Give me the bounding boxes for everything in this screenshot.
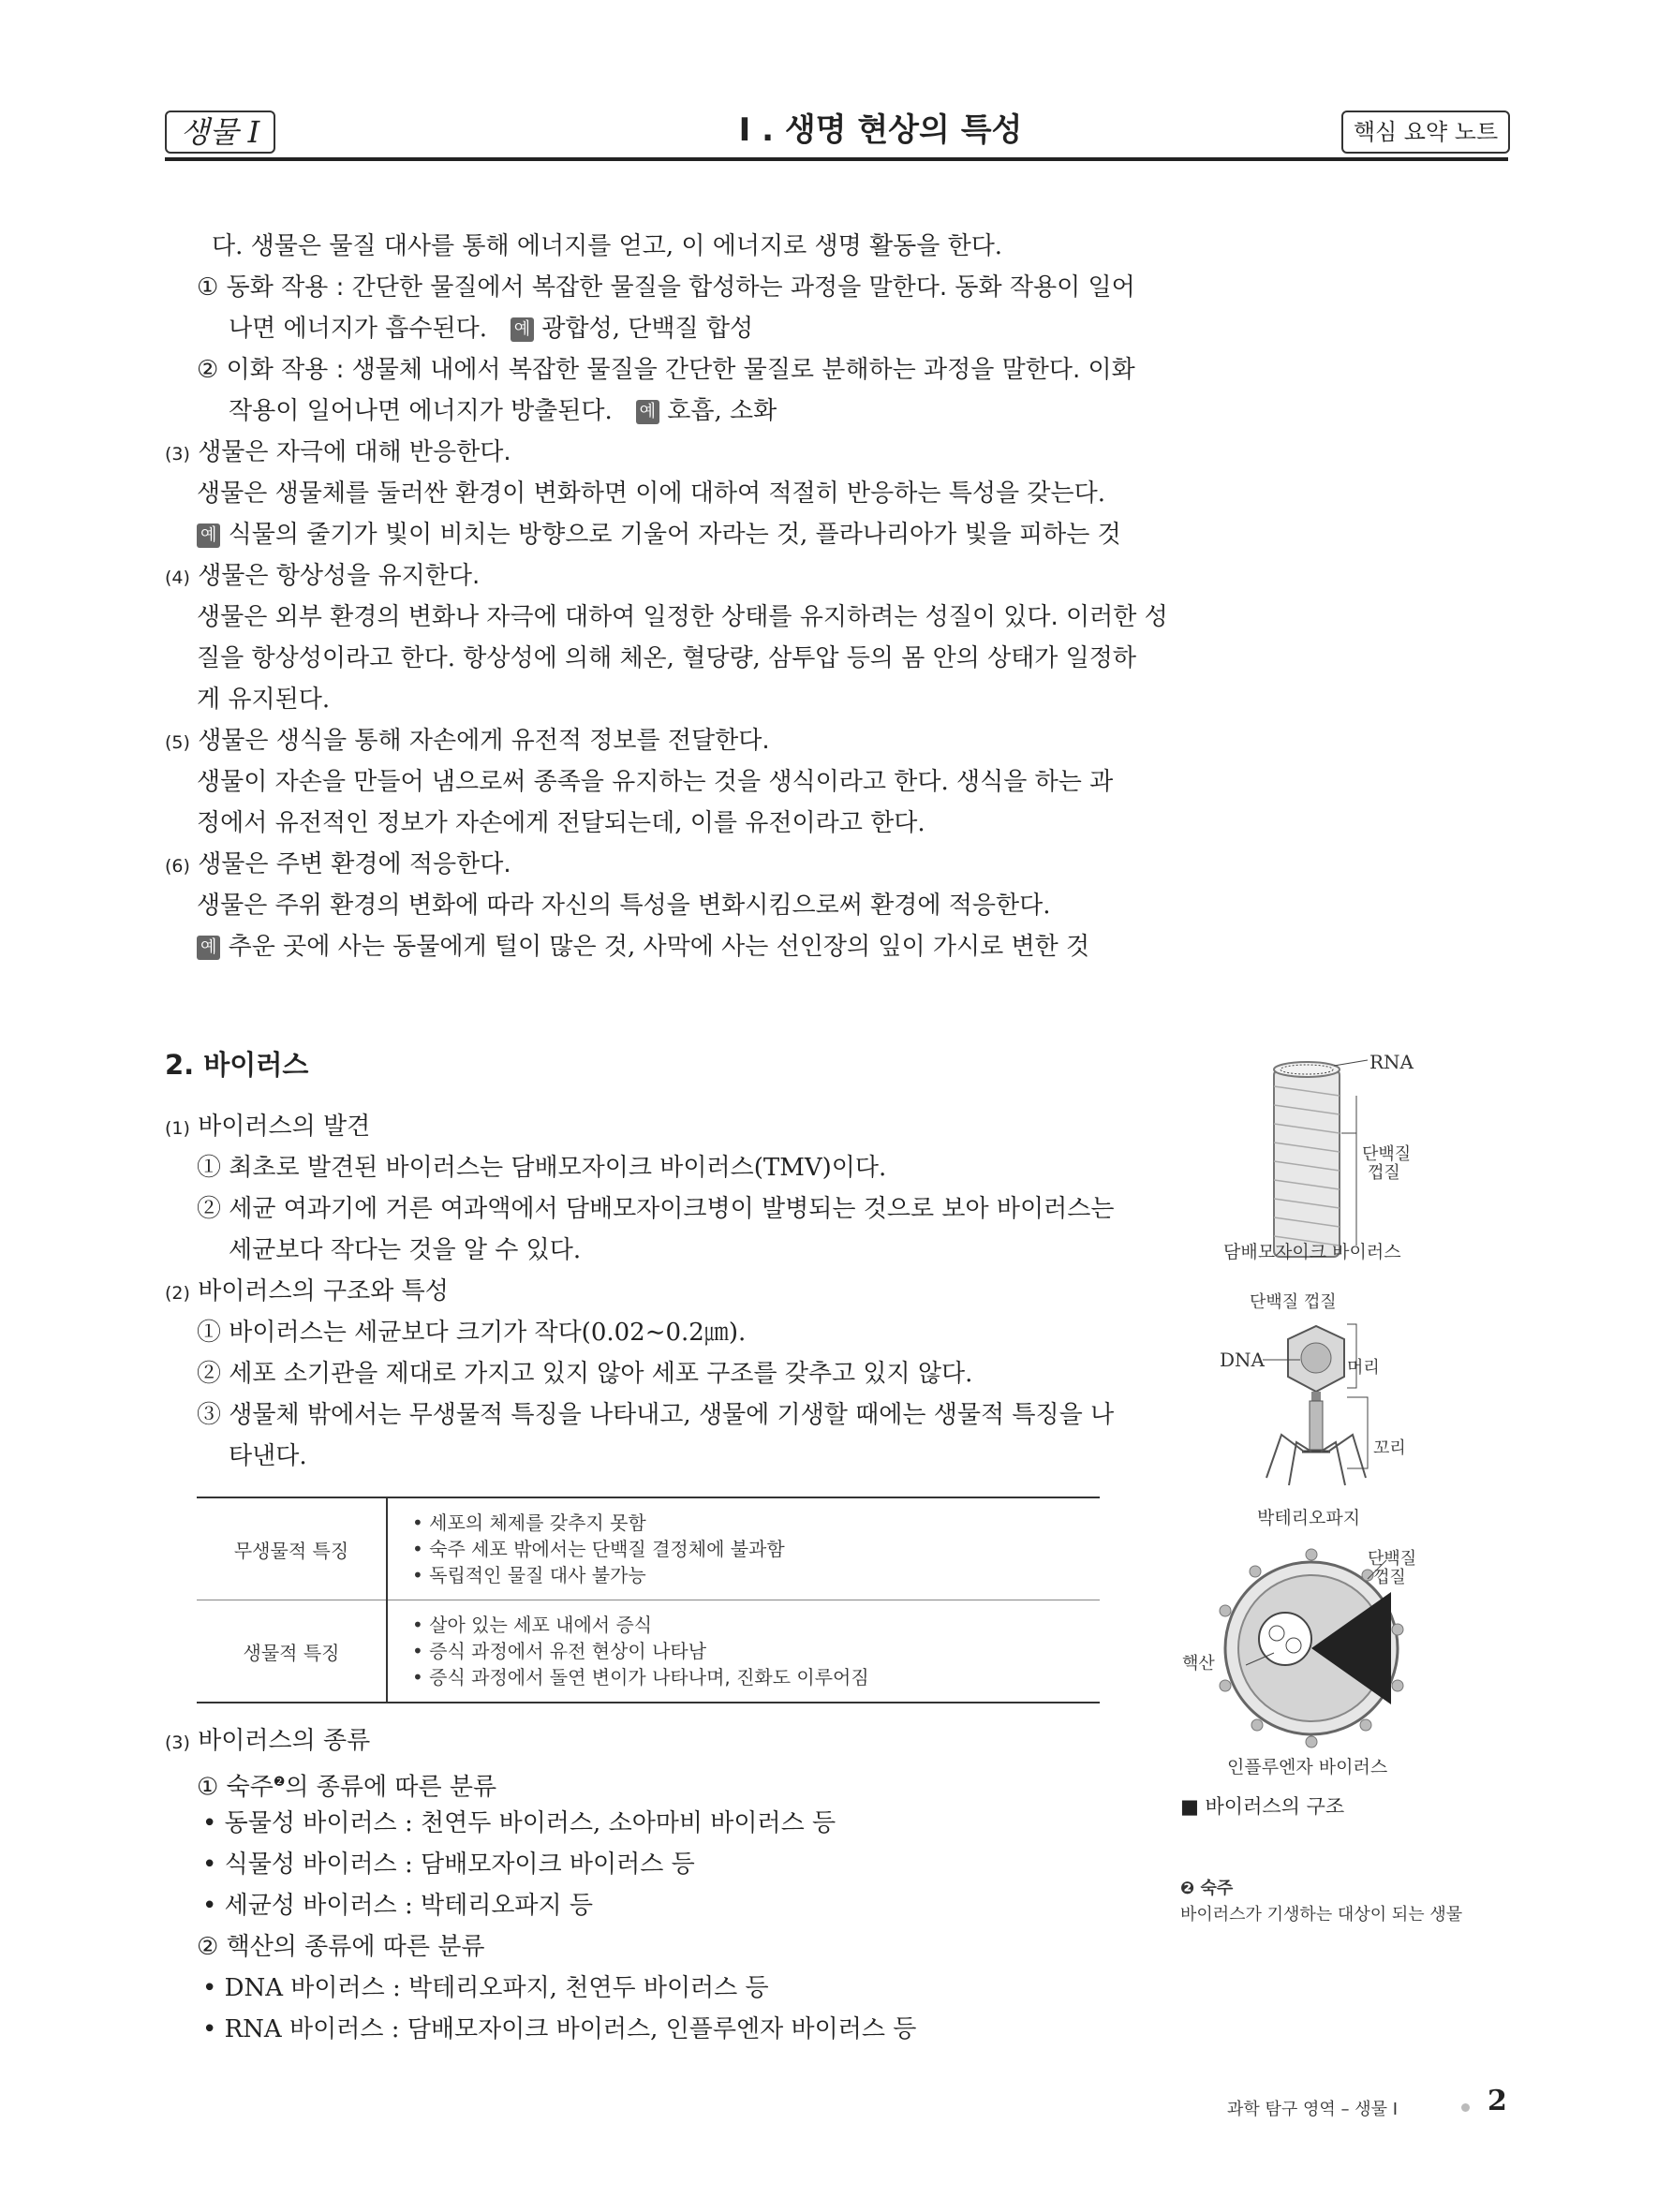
- host-item3: • 세균성 바이러스 : 박테리오파지 등: [202, 1892, 594, 1920]
- flu-nucleic-acid-label: 핵산: [1182, 1654, 1215, 1674]
- virus-characteristics-table: [197, 1497, 1100, 1703]
- example-mark: 예: [197, 936, 220, 960]
- p3-number: (3): [165, 444, 190, 465]
- p4-body1: 생물은 외부 환경의 변화나 자극에 대하여 일정한 상태를 유지하려는 성질이 있다. 이러한 성: [197, 603, 1168, 631]
- host-item2: • 식물성 바이러스 : 담배모자이크 바이러스 등: [202, 1851, 695, 1879]
- table-item: • 세포의 체제를 갖추지 못함: [412, 1512, 646, 1534]
- anabolism-line2: [229, 313, 753, 345]
- nucleic-acid-heading: ② 핵산의 종류에 따른 분류: [197, 1933, 485, 1961]
- p6-heading-text: 생물은 주변 환경에 적응한다.: [198, 850, 511, 878]
- discovery-item1: ① 최초로 발견된 바이러스는 담배모자이크 바이러스(TMV)이다.: [197, 1154, 887, 1182]
- structure-item1: ① 바이러스는 세균보다 크기가 작다(0.02∼0.2㎛).: [197, 1319, 747, 1347]
- tmv-illustration: [1274, 1060, 1368, 1257]
- p5-heading: [165, 725, 770, 759]
- tmv-caption: 담배모자이크 바이러스: [1223, 1242, 1401, 1262]
- phage-tail-label: 꼬리: [1373, 1438, 1406, 1458]
- footer-dot: [1461, 2103, 1470, 2112]
- p4-heading: [165, 560, 480, 594]
- p6-body: 생물은 주위 환경의 변화에 따라 자신의 특성을 변화시킴으로써 환경에 적응한다.: [197, 892, 1051, 920]
- footnote-text: 바이러스가 기생하는 대상이 되는 생물: [1180, 1905, 1463, 1924]
- anabolism-line1: ① 동화 작용 : 간단한 물질에서 복잡한 물질을 합성하는 과정을 말한다. 동화 작용이 일어: [197, 273, 1135, 302]
- p6-example: [197, 931, 1089, 963]
- catabolism-line1: ② 이화 작용 : 생물체 내에서 복잡한 물질을 간단한 물질로 분해하는 과정을 말한다. 이화: [197, 356, 1135, 384]
- p4-body3: 게 유지된다.: [197, 686, 331, 714]
- flu-coat-label-2: 껍질: [1373, 1568, 1406, 1587]
- chapter-title: I . 생명 현상의 특성: [738, 111, 1023, 149]
- phage-caption: 박테리오파지: [1257, 1508, 1361, 1528]
- footer-text: 과학 탐구 영역 – 생물 I: [1227, 2100, 1399, 2119]
- anabolism-text: 나면 에너지가 흡수된다.: [229, 315, 487, 343]
- catabolism-text: 작용이 일어나면 에너지가 방출된다.: [229, 397, 613, 425]
- discovery-item2b: 세균보다 작다는 것을 알 수 있다.: [229, 1236, 582, 1264]
- host-item1: • 동물성 바이러스 : 천연두 바이러스, 소아마비 바이러스 등: [202, 1809, 836, 1837]
- table-row: [197, 1497, 1100, 1600]
- structure-item2: ② 세포 소기관을 제대로 가지고 있지 않아 세포 구조를 갖추고 있지 않다.: [197, 1360, 973, 1388]
- p3-example: [197, 519, 1121, 551]
- subject-label: 생물 I: [165, 111, 275, 154]
- types-heading: [165, 1725, 370, 1759]
- p5-number: (5): [165, 732, 190, 753]
- intro-text: 다. 생물은 물질 대사를 통해 에너지를 얻고, 이 에너지로 생명 활동을 한다.: [212, 232, 1003, 260]
- table-row-items: [387, 1600, 1100, 1703]
- example-mark: 예: [511, 317, 534, 342]
- table-row: [197, 1600, 1100, 1703]
- discovery-number: (1): [165, 1118, 190, 1139]
- p3-heading-text: 생물은 자극에 대해 반응한다.: [198, 438, 511, 466]
- structure-item3a: ③ 생물체 밖에서는 무생물적 특징을 나타내고, 생물에 기생할 때에는 생물적 특징을 나: [197, 1401, 1115, 1429]
- phage-dna-label: DNA: [1220, 1349, 1265, 1371]
- host-heading-rest: 의 종류에 따른 분류: [285, 1773, 497, 1802]
- discovery-item2a: ② 세균 여과기에 거른 여과액에서 담배모자이크병이 발병되는 것으로 보아 바이러스는: [197, 1195, 1115, 1223]
- p5-body1: 생물이 자손을 만들어 냄으로써 종족을 유지하는 것을 생식이라고 한다. 생식을 하는 과: [197, 768, 1114, 796]
- p5-heading-text: 생물은 생식을 통해 자손에게 유전적 정보를 전달한다.: [198, 727, 770, 755]
- tmv-rna-label: RNA: [1369, 1051, 1414, 1073]
- page-number: 2: [1488, 2085, 1507, 2117]
- structure-heading: [165, 1276, 449, 1309]
- discovery-heading: [165, 1111, 370, 1144]
- p6-heading: [165, 848, 511, 882]
- flu-caption: 인플루엔자 바이러스: [1227, 1757, 1388, 1777]
- types-number: (3): [165, 1733, 190, 1753]
- table-row-items: [387, 1497, 1100, 1600]
- table-row-label: 생물적 특징: [197, 1600, 387, 1703]
- tmv-coat-label-2: 껍질: [1368, 1163, 1400, 1183]
- table-row-label: 무생물적 특징: [197, 1497, 387, 1600]
- table-item: • 살아 있는 세포 내에서 증식: [412, 1614, 653, 1636]
- tmv-coat-label-1: 단백질: [1362, 1144, 1412, 1164]
- example-mark: 예: [197, 524, 220, 548]
- anabolism-example: 광합성, 단백질 합성: [541, 315, 754, 343]
- p5-body2: 정에서 유전적인 정보가 자손에게 전달되는데, 이를 유전이라고 한다.: [197, 809, 925, 837]
- bacteriophage-illustration: [1263, 1324, 1368, 1485]
- section2-title: 2. 바이러스: [165, 1049, 309, 1081]
- host-heading-text: ① 숙주: [197, 1773, 274, 1802]
- summary-tag: 핵심 요약 노트: [1341, 111, 1510, 154]
- p3-heading: [165, 436, 511, 470]
- footnote-marker: ❷: [273, 1775, 286, 1790]
- figure-title: ■ 바이러스의 구조: [1180, 1795, 1345, 1818]
- p4-number: (4): [165, 568, 190, 588]
- p6-example-text: 추운 곳에 사는 동물에게 털이 많은 것, 사막에 사는 선인장의 잎이 가시로 변한 것: [228, 933, 1090, 961]
- flu-coat-label-1: 단백질: [1368, 1549, 1417, 1569]
- types-heading-text: 바이러스의 종류: [198, 1727, 371, 1755]
- table-item: • 증식 과정에서 유전 현상이 나타남: [412, 1640, 707, 1662]
- host-heading: [197, 1766, 496, 1804]
- p3-body: 생물은 생물체를 둘러싼 환경이 변화하면 이에 대하여 적절히 반응하는 특성을 갖는다.: [197, 479, 1105, 508]
- p3-example-text: 식물의 줄기가 빛이 비치는 방향으로 기울어 자라는 것, 플라나리아가 빛을 피하는 것: [228, 521, 1121, 549]
- na-item2: • RNA 바이러스 : 담배모자이크 바이러스, 인플루엔자 바이러스 등: [202, 2015, 917, 2043]
- structure-number: (2): [165, 1283, 190, 1304]
- structure-heading-text: 바이러스의 구조와 특성: [198, 1277, 449, 1305]
- p4-body2: 질을 항상성이라고 한다. 항상성에 의해 체온, 혈당량, 삼투압 등의 몸 안의 상태가 일정하: [197, 644, 1137, 672]
- na-item1: • DNA 바이러스 : 박테리오파지, 천연두 바이러스 등: [202, 1974, 769, 2002]
- example-mark: 예: [636, 400, 659, 424]
- table-item: • 숙주 세포 밖에서는 단백질 결정체에 불과함: [412, 1538, 785, 1560]
- phage-head-label: 머리: [1347, 1358, 1380, 1378]
- catabolism-example: 호흡, 소화: [667, 397, 777, 425]
- header-rule: [165, 157, 1508, 161]
- virus-structure-figures: [1180, 1049, 1517, 1779]
- discovery-heading-text: 바이러스의 발견: [198, 1113, 371, 1141]
- table-item: • 증식 과정에서 돌연 변이가 나타나며, 진화도 이루어짐: [412, 1666, 869, 1688]
- table-item: • 독립적인 물질 대사 불가능: [412, 1564, 646, 1586]
- footnote-mark: ❷ 숙주: [1180, 1879, 1234, 1898]
- catabolism-line2: [229, 395, 777, 427]
- p6-number: (6): [165, 856, 190, 877]
- structure-item3b: 타낸다.: [229, 1442, 307, 1470]
- p4-heading-text: 생물은 항상성을 유지한다.: [198, 562, 481, 590]
- phage-coat-label: 단백질 껍질: [1250, 1292, 1337, 1312]
